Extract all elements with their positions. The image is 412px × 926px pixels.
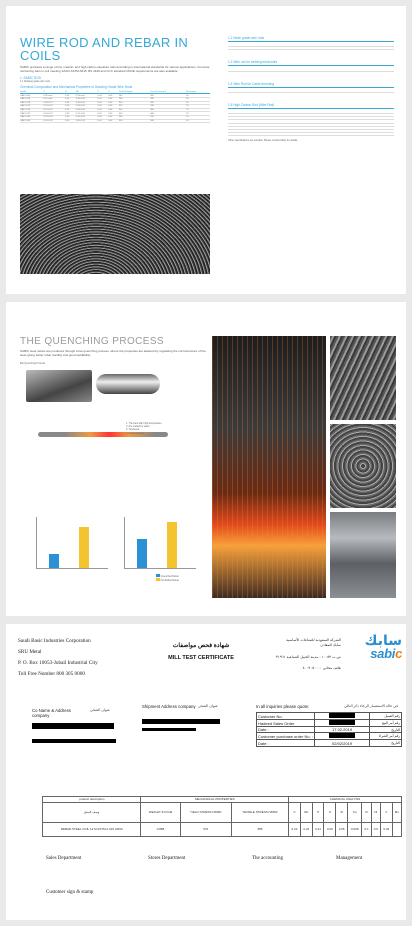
table-cell: 0.04: [108, 94, 119, 98]
company-address: P. O. Box 10053-Jubail Industrial City: [18, 660, 98, 666]
spec-table: [228, 44, 394, 51]
chemical-value: 0.008: [348, 822, 362, 836]
shipment-address-label-ar: عنوان الشحن: [198, 704, 219, 708]
info-label-ar: التاريخ: [370, 727, 402, 733]
info-label: Customer purchase order No. :: [258, 733, 313, 739]
table-cell: [302, 47, 320, 50]
redacted-consignee: [32, 723, 114, 729]
table-cell: 460: [150, 108, 186, 112]
divider: [228, 41, 394, 42]
divider: [228, 65, 394, 66]
sabic-logo-en: sabic: [370, 646, 402, 661]
table-cell: 300: [119, 101, 150, 105]
chemical-column-header: P: [312, 802, 324, 822]
sabic-logo-ar: سابك: [364, 633, 402, 649]
info-value: 17.02.2019: [315, 727, 370, 733]
table-header-cell: S: [108, 91, 119, 94]
table-cell: [320, 47, 338, 50]
table-cell: 0.15-0.20: [43, 108, 65, 112]
table-cell: [339, 47, 357, 50]
table-cell: 0.30: [65, 119, 76, 123]
redacted-value: [329, 720, 355, 725]
info-label: Customer No.: [257, 713, 315, 720]
table-cell: 0.18-0.23: [43, 112, 65, 116]
table-cell: 0.43-0.50: [43, 119, 65, 123]
table-cell: 0.60-0.90: [75, 108, 97, 112]
table-header-cell: P: [97, 91, 108, 94]
table-cell: 0.04: [108, 119, 119, 123]
chemical-column-header: Si: [336, 802, 348, 822]
phone-ar: هاتف مجاني ٨٠٠٣٠٥٠٠٠٠: [302, 666, 341, 670]
redacted-consignee: [32, 739, 116, 743]
unit-name-ar: سابك للمعادن: [320, 643, 341, 647]
quenching-steps: [126, 422, 196, 435]
chemical-column-header: Ni: [371, 802, 380, 822]
redacted-value: [329, 713, 355, 718]
redacted-value: [329, 733, 355, 738]
wire-rod-intro: SABIC produces a range of low, medium and high carbon steelwire rods according to international standards for various applications. Concrete reinforcing bars in coil meeting SASO ASTM A615, BS 4449 and CCC standard CDOE requirements are also available.: [20, 65, 210, 73]
table-cell: 430: [150, 105, 186, 109]
chart-bar-hot-rolled: [79, 527, 89, 568]
table-cell: 320: [119, 105, 150, 109]
chemical-value: 0.05: [336, 822, 348, 836]
table-cell: [246, 133, 264, 136]
customer-sign-stamp: Customer sign & stamp: [46, 890, 94, 895]
quenching-intro: SABIC steel rebars are produced through a bar quenching process, where the properties are attained by regulating the microstructure of the steel giving better rebar ductility and good weldability.: [20, 349, 206, 357]
quenching-title: THE QUENCHING PROCESS: [20, 336, 164, 347]
table-row: [20, 119, 210, 123]
quenching-step: 1. The bars with high temperature: [126, 422, 162, 425]
divider: [228, 108, 394, 109]
table-cell: [283, 68, 301, 71]
table-cell: 22: [186, 112, 210, 116]
chemical-value: 0.6: [371, 822, 380, 836]
chemical-column-header: Mo: [392, 802, 401, 822]
table-cell: 0.30: [65, 101, 76, 105]
table-cell: [283, 47, 301, 50]
table-cell: 520: [150, 115, 186, 119]
table-header-cell: Mn: [75, 91, 97, 94]
table-cell: 380: [150, 97, 186, 101]
mechanical-value: 0.888: [141, 822, 180, 836]
table-cell: 0.30: [65, 105, 76, 109]
info-row: [257, 740, 402, 746]
chart-bar-hot-rolled: [167, 522, 177, 568]
inquiries-label: In all inquiries please quote:: [256, 704, 310, 709]
info-label-ar: رقم أمر الشراء: [370, 733, 402, 740]
table-cell: [376, 47, 395, 50]
table-subheader-row: [43, 802, 402, 822]
table-cell: 0.04: [97, 94, 108, 98]
info-label-ar: رقم العميل: [370, 713, 402, 720]
rebar-bundle-photo: [330, 336, 396, 420]
table-cell: 0.08-0.13: [43, 101, 65, 105]
mechanical-value: 685: [231, 822, 288, 836]
table-cell: 400: [150, 101, 186, 105]
shipment-address-label: Shipment Address company: [142, 704, 196, 709]
table-cell: 360: [150, 94, 186, 98]
table-cell: 25: [186, 105, 210, 109]
chemical-value: 0.1: [362, 822, 371, 836]
chart-bar-quenched: [49, 554, 59, 568]
table-cell: [357, 47, 375, 50]
table-cell: 0.30: [65, 94, 76, 98]
table-cell: 0.04: [97, 105, 108, 109]
wire-rod-text-column: [20, 36, 210, 123]
table-header-cell: Tensile Strength: [150, 91, 186, 94]
table-cell: [339, 133, 357, 136]
quenching-step: 4. Final structure: [126, 431, 144, 435]
table-row: [228, 133, 394, 136]
table-cell: 0.35 max: [75, 94, 97, 98]
wire-rod-title: WIRE ROD AND REBAR IN COILS: [20, 35, 189, 63]
section-heading: 1.5 High Carbon Rod (Wire Rod): [228, 102, 275, 107]
table-cell: 0.04: [108, 105, 119, 109]
table-header-cell: Si: [65, 91, 76, 94]
product-description-header: product description: [43, 797, 141, 803]
chemical-column-header: Mn: [300, 802, 312, 822]
right-note: Other specifications are possible. Please contact Sabic for details.: [228, 139, 298, 143]
chemical-value: 0.41: [312, 822, 324, 836]
table-cell: 0.04: [108, 101, 119, 105]
table-cell: SAE 1045: [20, 119, 43, 123]
table-cell: 0.30-0.60: [75, 105, 97, 109]
table-cell: [228, 133, 246, 136]
table-cell: 0.60-0.90: [75, 119, 97, 123]
stores-department-signature: Stores Department: [148, 856, 186, 861]
table-cell: [246, 47, 264, 50]
table-cell: 0.30-0.50: [75, 97, 97, 101]
table-cell: 280: [119, 94, 150, 98]
property-chart-1: [36, 517, 108, 569]
table-cell: [339, 89, 357, 92]
table-cell: [320, 68, 338, 71]
table-cell: 0.04: [108, 115, 119, 119]
quench-bar-photo: [26, 370, 92, 402]
company-header-en: [18, 636, 98, 680]
legend-quenched: Quenched Rebar: [160, 575, 179, 578]
divider: [228, 87, 394, 88]
table-cell: 0.04: [108, 112, 119, 116]
info-row: [257, 713, 402, 720]
redacted-shipment: [142, 719, 220, 724]
consignee-label: Co Name & Address company: [32, 708, 71, 719]
table-cell: SAE 1015: [20, 105, 43, 109]
info-value: [315, 713, 370, 720]
table-cell: 0.04: [108, 97, 119, 101]
table-header-cell: Elongation: [186, 91, 210, 94]
chemical-value: 0.22: [289, 822, 301, 836]
table-cell: 24: [186, 108, 210, 112]
company-address-ar: ص.ب ١٠٠٥٣ - مدينة الجبيل الصناعية ٣١٩٦١: [276, 655, 341, 659]
quenching-label: Bar Quenching Process: [20, 361, 46, 365]
accounting-signature: The accounting: [252, 856, 283, 861]
table-cell: 0.04: [97, 115, 108, 119]
table-cell: [246, 89, 264, 92]
certificate-title-block: [146, 642, 256, 661]
chemical-value: 0.02: [380, 822, 392, 836]
table-cell: 0.10 max: [43, 97, 65, 101]
table-header-cell: Yield Strength: [119, 91, 150, 94]
table-cell: 580: [150, 119, 186, 123]
table-cell: [376, 133, 395, 136]
legend-hot-rolled: Hot Rolled Rebar: [160, 579, 180, 583]
spec-table: [228, 89, 394, 93]
chemical-analysis-header: CHEMICAL ANALYSIS: [289, 797, 402, 803]
info-value: [315, 720, 370, 727]
table-cell: [228, 68, 246, 71]
management-signature: Management: [336, 856, 363, 861]
table-cell: 18: [186, 119, 210, 123]
spec-table: [228, 68, 394, 72]
certificate-title-en: MILL TEST CERTIFICATE: [168, 655, 234, 661]
section-heading: 1. SABIC ROD: [20, 75, 42, 80]
section-heading: 1.3 Wire rod for welding electrodes: [228, 60, 278, 65]
quenching-step: 3. Tempered: [126, 428, 140, 432]
table-cell: 30: [186, 94, 210, 98]
chart-bar-quenched: [137, 539, 147, 568]
table-cell: [265, 89, 283, 92]
chemical-value: [392, 822, 401, 836]
table-cell: 360: [119, 112, 150, 116]
info-value: [315, 733, 370, 740]
company-header-ar: [276, 638, 341, 671]
table-cell: 0.04: [97, 101, 108, 105]
wire-rod-right-column: [228, 36, 394, 142]
property-chart-2: [124, 517, 196, 569]
table-cell: 400: [119, 119, 150, 123]
table-cell: [376, 89, 395, 92]
table-cell: 0.30: [65, 108, 76, 112]
chemical-value: 0.22: [300, 822, 312, 836]
table-cell: 0.60-0.90: [75, 115, 97, 119]
info-value: 02/02/2019: [315, 740, 370, 746]
table-cell: 0.30: [65, 115, 76, 119]
table-cell: [320, 89, 338, 92]
table-cell: 0.30: [65, 97, 76, 101]
table-cell: 0.30-0.60: [75, 101, 97, 105]
table-cell: SAE 1022: [20, 112, 43, 116]
quenching-text-column: [20, 336, 206, 365]
consignee-label-ar: عنوان الشحن: [90, 708, 111, 712]
table-cell: [357, 68, 375, 71]
table-row: [43, 822, 402, 836]
table-cell: [302, 68, 320, 71]
table-cell: 0.04: [97, 119, 108, 123]
info-label: Hadeed Sales Order: [257, 720, 315, 727]
table-cell: 20: [186, 115, 210, 119]
table-cell: SAE 1010: [20, 101, 43, 105]
mechanical-value: 570: [180, 822, 231, 836]
info-label-ar: رقم أمر البيع: [370, 720, 402, 727]
chemical-column-header: V: [380, 802, 392, 822]
unit-name: SRU Metal: [18, 649, 42, 655]
table-caption: Chemical Composition and Mechanical Properties of Drawing Grade Wire Rods: [20, 84, 133, 89]
table-cell: [265, 68, 283, 71]
section-subheading: 1.1 Drawing grade wire rods: [20, 79, 50, 83]
company-name-ar: الشركة السعودية للصناعات الأساسية: [286, 638, 341, 642]
table-cell: [246, 68, 264, 71]
table-cell: 0.30: [65, 112, 76, 116]
table-cell: 0.13-0.18: [43, 105, 65, 109]
table-header-cell: C: [43, 91, 65, 94]
chemical-column-header: C: [289, 802, 301, 822]
drawing-grade-table: [20, 91, 210, 123]
table-cell: SAE 1006: [20, 94, 43, 98]
certificate-title-ar: شهادة فحص مواصفات: [172, 643, 230, 649]
brochure-page-quenching: [6, 302, 406, 616]
table-cell: [283, 89, 301, 92]
order-info-table: [256, 712, 402, 747]
table-cell: [339, 68, 357, 71]
rebar-ends-photo: [330, 424, 396, 508]
table-row: [228, 68, 394, 71]
inquiries-label-ar: في حالة الاستفسار الرجاء ذكر التالي: [344, 704, 398, 708]
table-cell: 0.04: [97, 108, 108, 112]
table-cell: 280: [119, 97, 150, 101]
table-cell: 0.04: [97, 97, 108, 101]
table-row: [228, 89, 394, 92]
info-row: [257, 733, 402, 740]
table-row: [228, 47, 394, 50]
table-cell: [265, 133, 283, 136]
table-cell: [302, 89, 320, 92]
chemical-column-header: S: [324, 802, 336, 822]
toll-free-number: Toll Free Number 800 305 0000: [18, 671, 85, 677]
chart-legend: [156, 574, 179, 582]
table-cell: [283, 133, 301, 136]
mill-test-certificate: [6, 624, 406, 920]
wire-coil-photo: [20, 194, 210, 274]
section-heading: 1.2 Mesh grade wire rods: [228, 36, 264, 40]
table-cell: [228, 89, 246, 92]
warehouse-photo: [330, 512, 396, 598]
mechanical-properties-header: MECHANICAL PROPERTIES: [141, 797, 289, 803]
mechanical-column-header: YIELD STRESS N/MM²: [180, 802, 231, 822]
mechanical-column-header: WEIGHT IN KGM: [141, 802, 180, 822]
table-cell: 28: [186, 97, 210, 101]
info-label: Date :: [257, 727, 315, 733]
table-cell: [302, 133, 320, 136]
table-header-cell: Grade: [20, 91, 43, 94]
sales-department-signature: Sales Department: [46, 856, 82, 861]
table-cell: 26: [186, 101, 210, 105]
table-cell: SAE 1008: [20, 97, 43, 101]
table-cell: SAE 1035: [20, 115, 43, 119]
table-cell: [357, 89, 375, 92]
table-cell: [357, 133, 375, 136]
table-cell: 0.04: [108, 108, 119, 112]
table-cell: 340: [119, 108, 150, 112]
sabic-logo: [348, 634, 402, 660]
table-cell: 480: [150, 112, 186, 116]
table-cell: [228, 47, 246, 50]
info-label: Date :: [257, 740, 315, 746]
table-cell: [320, 133, 338, 136]
rolling-mill-photo: [212, 336, 326, 598]
table-cell: [376, 68, 395, 71]
redacted-shipment: [142, 728, 196, 731]
brochure-page-wire-rod: [6, 6, 406, 294]
company-name: Saudi Basic Industries Corporation: [18, 638, 91, 644]
section-heading: 1.4 Wire Rod for Cable Armoring: [228, 81, 275, 86]
spec-table: [228, 110, 394, 136]
product-description-header-ar: وصف المنتج: [43, 802, 141, 822]
mechanical-column-header: TENSILE STRESS N/MM²: [231, 802, 288, 822]
chemical-column-header: Cu: [348, 802, 362, 822]
quenching-step: 2. Are cooled by water: [126, 425, 150, 429]
table-cell: SAE 1018: [20, 108, 43, 112]
table-cell: 0.70-1.00: [75, 112, 97, 116]
table-cell: 0.08 max: [43, 94, 65, 98]
chemical-value: 0.06: [324, 822, 336, 836]
info-row: [257, 720, 402, 727]
table-cell: 0.32-0.38: [43, 115, 65, 119]
table-cell: 0.04: [97, 112, 108, 116]
table-cell: [265, 47, 283, 50]
table-cell: 380: [119, 115, 150, 119]
info-label-ar: التاريخ: [370, 740, 402, 746]
product-description: REBAR STEEL COIL 12 M ASTM A 615 GR60: [43, 822, 141, 836]
chemical-column-header: Cr: [362, 802, 371, 822]
rebar-cross-section-illustration: [96, 374, 160, 394]
test-results-table: [42, 796, 402, 837]
